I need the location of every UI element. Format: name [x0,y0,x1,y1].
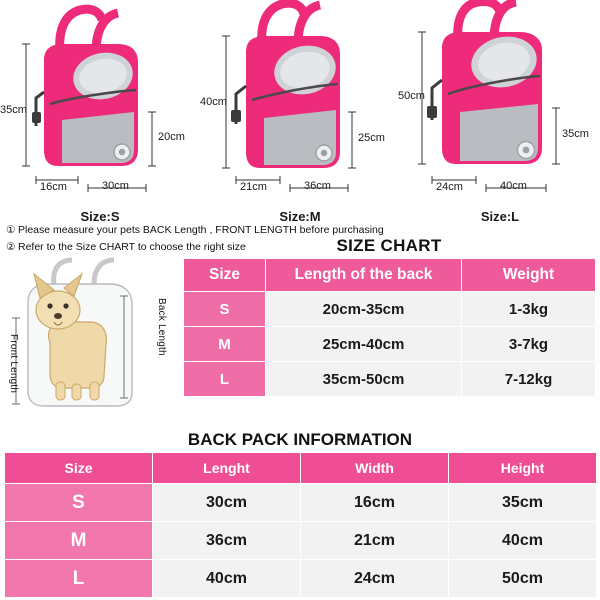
instruction-text-2: Refer to the Size CHART to choose the right size [18,241,246,253]
size-chart-table [183,258,596,397]
backpack-info-cell-width-s: 16cm [301,484,449,522]
backpack-info-header-width: Width [301,453,449,484]
backpack-info-cell-size-l: L [5,560,153,598]
backpack-info-header-size: Size [5,453,153,484]
measure-m-right: 25cm [358,132,385,144]
size-chart-cell-size-s: S [184,292,266,327]
size-chart-cell-size-l: L [184,362,266,397]
back-length-label: Back Length [156,298,167,356]
backpack-svg-s [0,0,200,196]
measure-l-bottom-left: 24cm [436,181,463,193]
backpack-info-cell-width-m: 21cm [301,522,449,560]
backpack-info-cell-length-l: 40cm [153,560,301,598]
front-length-label: Front Length [8,334,19,394]
backpack-info-cell-length-m: 36cm [153,522,301,560]
product-size-m [200,0,400,228]
size-chart-cell-weight-m: 3-7kg [462,327,596,362]
size-chart-header-row [184,259,596,292]
backpack-info-header-row [5,453,597,484]
backpack-info-cell-width-l: 24cm [301,560,449,598]
size-chart-title: SIZE CHART [336,236,442,255]
table-row [5,522,597,560]
dog-diagram-svg [6,256,178,426]
measure-s-left: 35cm [0,104,27,116]
backpack-info-header-height: Height [449,453,597,484]
measure-s-bottom-left: 16cm [40,181,67,193]
backpack-info-cell-length-s: 30cm [153,484,301,522]
product-label-l: Size:L [480,209,520,224]
size-chart-header-length: Length of the back [266,259,462,292]
instruction-number-2: ② [6,241,16,253]
table-row [184,362,596,397]
table-row [5,560,597,598]
measure-l-left: 50cm [398,90,425,102]
product-size-s [0,0,200,228]
table-row [184,292,596,327]
table-row [184,327,596,362]
size-chart-cell-length-l: 35cm-50cm [266,362,462,397]
backpack-illustration-l [400,0,600,196]
backpack-info-cell-height-s: 35cm [449,484,597,522]
size-chart-header-size: Size [184,259,266,292]
product-label-s: Size:S [80,209,120,224]
backpack-svg-l [400,0,600,196]
backpack-info-cell-height-m: 40cm [449,522,597,560]
measure-s-bottom-right: 30cm [102,180,129,192]
backpack-svg-m [200,0,400,196]
measure-l-right: 35cm [562,128,589,140]
product-size-l [400,0,600,228]
size-chart-cell-length-m: 25cm-40cm [266,327,462,362]
size-chart-header-weight: Weight [462,259,596,292]
backpack-info-cell-height-l: 50cm [449,560,597,598]
size-chart-cell-length-s: 20cm-35cm [266,292,462,327]
backpack-illustration-m [200,0,400,196]
measure-s-right: 20cm [158,131,185,143]
instruction-number-1: ① [6,224,16,236]
backpack-info-cell-size-m: M [5,522,153,560]
measure-l-bottom-right: 40cm [500,180,527,192]
dog-measurement-diagram [6,256,178,426]
size-chart-cell-weight-l: 7-12kg [462,362,596,397]
size-chart-cell-weight-s: 1-3kg [462,292,596,327]
backpack-illustration-s [0,0,200,196]
size-chart-cell-size-m: M [184,327,266,362]
product-size-illustrations [0,0,600,228]
product-label-m: Size:M [279,209,321,224]
measure-m-left: 40cm [200,96,227,108]
instruction-text-1: Please measure your pets BACK Length , FRONT LENGTH before purchasing [18,224,384,236]
backpack-info-title: BACK PACK INFORMATION [187,430,413,449]
measure-m-bottom-left: 21cm [240,181,267,193]
backpack-info-cell-size-s: S [5,484,153,522]
backpack-info-header-length: Lenght [153,453,301,484]
measure-m-bottom-right: 36cm [304,180,331,192]
backpack-info-table [4,452,597,598]
table-row [5,484,597,522]
